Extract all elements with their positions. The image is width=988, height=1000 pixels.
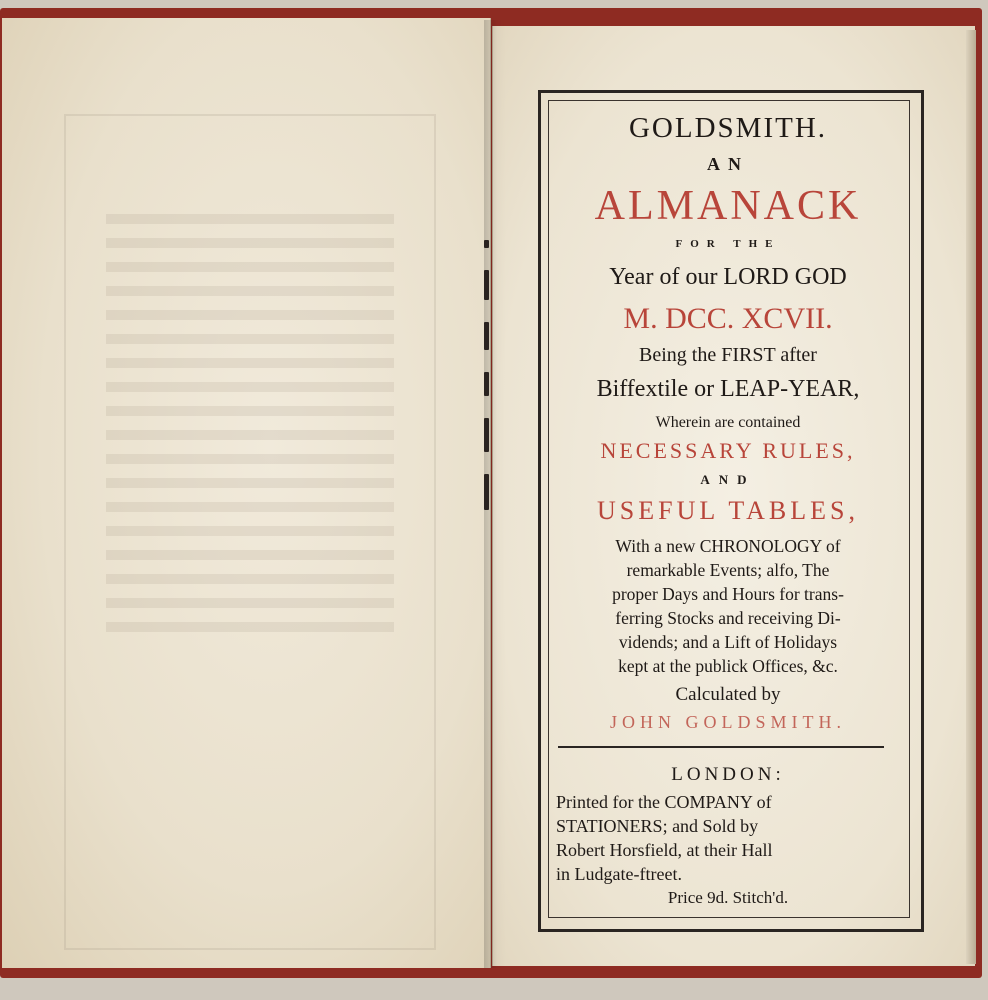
description-line: remarkable Events; alfo, The xyxy=(626,560,830,580)
description-line: ferring Stocks and receiving Di- xyxy=(615,608,841,628)
being-line: Being the FIRST after xyxy=(639,344,817,366)
calculated-by: Calculated by xyxy=(675,684,781,705)
publisher-heading: GOLDSMITH. xyxy=(628,112,828,144)
imprint-text xyxy=(556,790,900,886)
show-through-impression xyxy=(64,114,436,950)
description-paragraph xyxy=(556,534,900,678)
imprint-rule xyxy=(558,746,884,748)
imprint-city: LONDON: xyxy=(671,764,785,785)
wherein-line: Wherein are contained xyxy=(655,414,801,431)
imprint-line: STATIONERS; and Sold by xyxy=(556,816,759,836)
necessary-rules: NECESSARY RULES, xyxy=(600,438,856,463)
description-line: proper Days and Hours for trans- xyxy=(612,584,844,604)
an-line: AN xyxy=(707,154,749,174)
imprint-line: in Ludgate-ftreet. xyxy=(556,864,682,884)
imprint-line: Printed for the COMPANY of xyxy=(556,792,772,812)
price-line: Price 9d. Stitch'd. xyxy=(667,888,789,907)
left-page xyxy=(2,18,491,968)
year-roman: M. DCC. XCVII. xyxy=(623,302,833,335)
almanack-title: ALMANACK xyxy=(594,183,862,229)
author-name: JOHN GOLDSMITH. xyxy=(610,712,846,732)
for-the-line: FOR THE xyxy=(675,238,781,250)
useful-tables: USEFUL TABLES, xyxy=(597,496,859,525)
page-edge xyxy=(966,30,976,964)
and-line: AND xyxy=(700,472,756,487)
description-line: kept at the publick Offices, &c. xyxy=(618,656,838,676)
stitching xyxy=(484,240,492,580)
description-line: vidends; and a Lift of Holidays xyxy=(618,632,838,652)
description-line: With a new CHRONOLOGY of xyxy=(615,536,841,556)
year-line: Year of our LORD GOD xyxy=(609,264,847,290)
imprint-line: Robert Horsfield, at their Hall xyxy=(556,840,773,860)
bissextile-line: Biffextile or LEAP-YEAR, xyxy=(596,376,860,402)
